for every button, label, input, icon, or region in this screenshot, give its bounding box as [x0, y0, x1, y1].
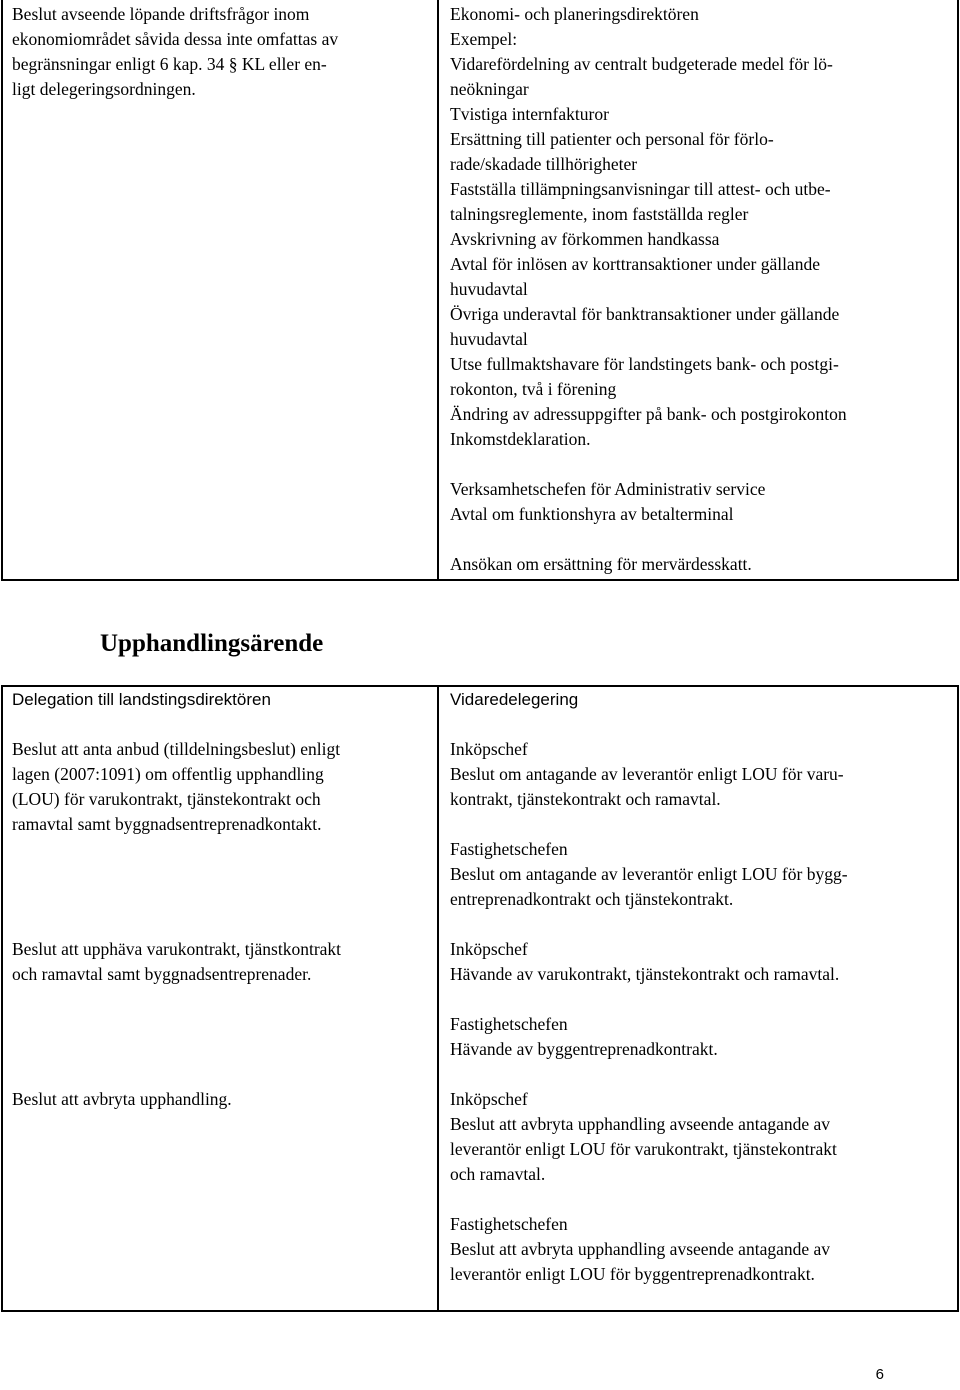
role-label: Fastighetschefen: [450, 839, 568, 859]
top-left-line: ekonomiområdet såvida dessa inte omfattas av: [12, 29, 339, 49]
subdelegation-line: och ramavtal.: [450, 1164, 546, 1184]
top-left-cell: [12, 2, 432, 102]
delegation-item-line: lagen (2007:1091) om offentlig upphandling: [12, 764, 324, 784]
top-right-line: Ändring av adressuppgifter på bank- och postgirokonton: [450, 404, 847, 424]
top-right-cell: [450, 2, 950, 577]
top-left-line: Beslut avseende löpande driftsfrågor inom: [12, 4, 310, 24]
subdelegation-line: Beslut om antagande av leverantör enligt LOU för bygg-: [450, 864, 848, 884]
bottom-right-cell: [450, 687, 950, 1287]
top-right-line: rade/skadade tillhörigheter: [450, 154, 638, 174]
subdelegation-line: leverantör enligt LOU för byggentreprenadkontrakt.: [450, 1264, 815, 1284]
bottom-table-divider: [437, 686, 439, 1311]
top-right-line: Ekonomi- och planeringsdirektören: [450, 4, 699, 24]
top-right-line: Verksamhetschefen för Administrativ service: [450, 479, 766, 499]
top-right-line: huvudavtal: [450, 329, 528, 349]
top-right-line: Avtal om funktionshyra av betalterminal: [450, 504, 734, 524]
role-label: Inköpschef: [450, 1089, 528, 1109]
role-label: Fastighetschefen: [450, 1214, 568, 1234]
header-delegation: Delegation till landstingsdirektören: [12, 690, 271, 709]
top-left-line: ligt delegeringsordningen.: [12, 79, 196, 99]
top-right-line: Tvistiga internfakturor: [450, 104, 609, 124]
top-right-line: Avtal för inlösen av korttransaktioner under gällande: [450, 254, 820, 274]
subdelegation-line: Beslut att avbryta upphandling avseende antagande av: [450, 1239, 831, 1259]
subdelegation-line: Hävande av byggentreprenadkontrakt.: [450, 1039, 718, 1059]
delegation-item-line: och ramavtal samt byggnadsentreprenader.: [12, 964, 312, 984]
top-right-line: Exempel:: [450, 29, 518, 49]
top-right-line: rokonton, två i förening: [450, 379, 617, 399]
top-left-line: begränsningar enligt 6 kap. 34 § KL eller en-: [12, 54, 327, 74]
delegation-item-line: (LOU) för varukontrakt, tjänstekontrakt och: [12, 789, 321, 809]
page-number: 6: [875, 1366, 884, 1383]
role-label: Inköpschef: [450, 939, 528, 959]
top-right-line: huvudavtal: [450, 279, 528, 299]
subdelegation-line: Beslut om antagande av leverantör enligt LOU för varu-: [450, 764, 844, 784]
top-right-line: Ansökan om ersättning för mervärdesskatt.: [450, 554, 752, 574]
role-label: Inköpschef: [450, 739, 528, 759]
top-right-line: talningsreglemente, inom fastställda regler: [450, 204, 749, 224]
section-title: Upphandlingsärende: [100, 630, 324, 657]
role-label: Fastighetschefen: [450, 1014, 568, 1034]
top-right-line: Utse fullmaktshavare för landstingets bank- och postgi-: [450, 354, 839, 374]
subdelegation-line: kontrakt, tjänstekontrakt och ramavtal.: [450, 789, 721, 809]
subdelegation-line: Hävande av varukontrakt, tjänstekontrakt och ramavtal.: [450, 964, 840, 984]
delegation-item-line: ramavtal samt byggnadsentreprenadkontakt.: [12, 814, 322, 834]
subdelegation-line: Beslut att avbryta upphandling avseende antagande av: [450, 1114, 831, 1134]
top-right-line: Övriga underavtal för banktransaktioner under gällande: [450, 304, 840, 324]
bottom-left-cell: [12, 687, 432, 1112]
delegation-item-line: Beslut att avbryta upphandling.: [12, 1089, 232, 1109]
top-right-line: neökningar: [450, 79, 529, 99]
top-right-line: Inkomstdeklaration.: [450, 429, 591, 449]
top-right-line: Ersättning till patienter och personal för förlo-: [450, 129, 774, 149]
top-table-divider: [437, 0, 439, 581]
delegation-item-line: Beslut att anta anbud (tilldelningsbeslut) enligt: [12, 739, 341, 759]
top-right-line: Avskrivning av förkommen handkassa: [450, 229, 720, 249]
subdelegation-line: leverantör enligt LOU för varukontrakt, tjänstekontrakt: [450, 1139, 837, 1159]
header-vidaredelegering: Vidaredelegering: [450, 690, 579, 709]
delegation-item-line: Beslut att upphäva varukontrakt, tjänstkontrakt: [12, 939, 342, 959]
top-right-line: Fastställa tillämpningsanvisningar till attest- och utbe-: [450, 179, 831, 199]
top-right-line: Vidarefördelning av centralt budgeterade medel för lö-: [450, 54, 833, 74]
subdelegation-line: entreprenadkontrakt och tjänstekontrakt.: [450, 889, 734, 909]
